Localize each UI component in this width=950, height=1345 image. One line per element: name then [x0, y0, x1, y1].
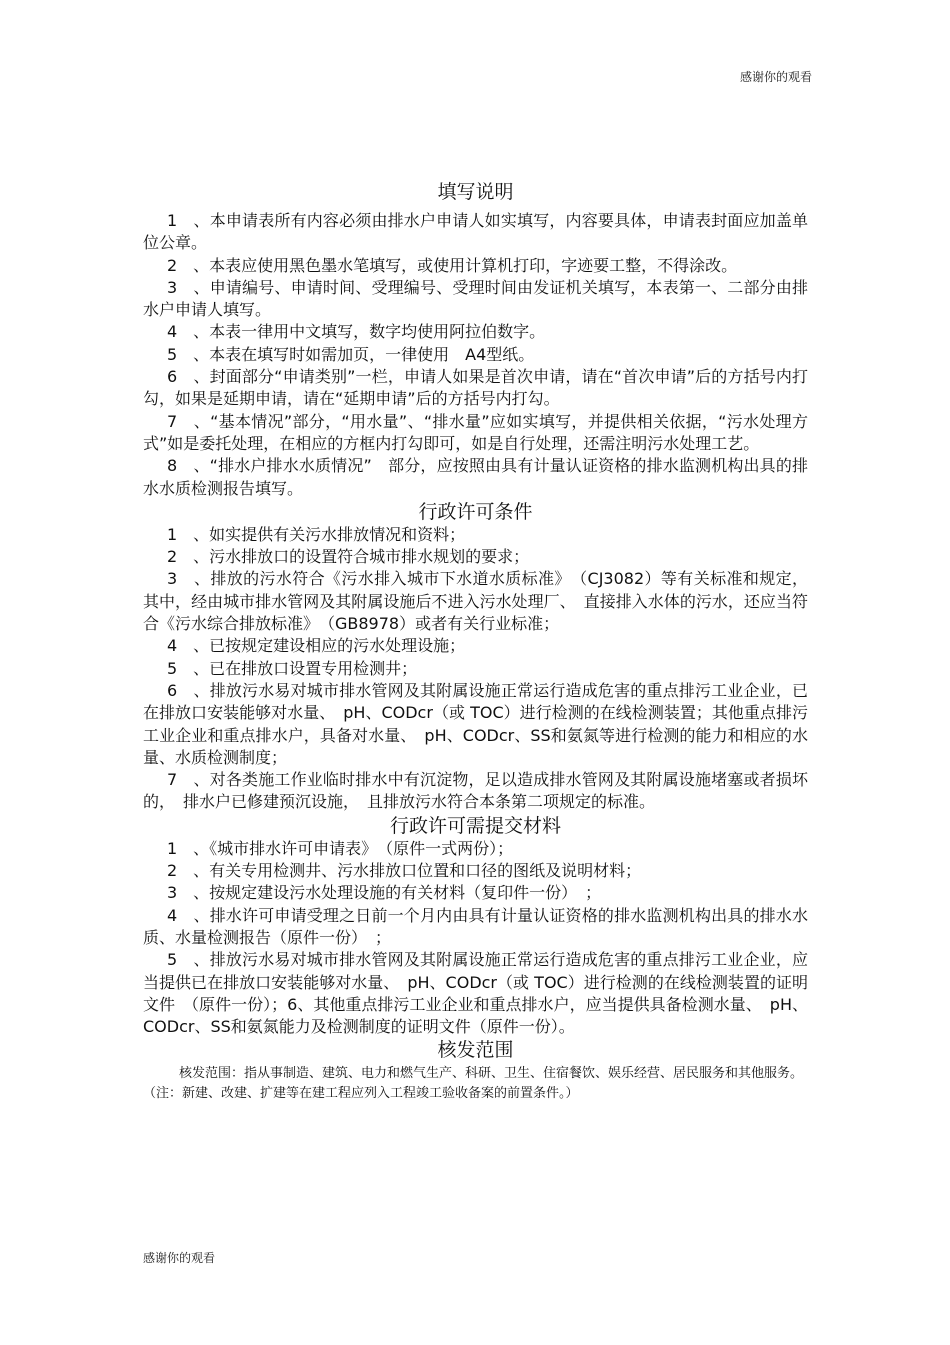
list-item: 2 、污水排放口的设置符合城市排水规划的要求； [167, 547, 530, 567]
section-title: 核发范围 [437, 1039, 514, 1062]
section-title: 行政许可需提交材料 [389, 814, 561, 837]
list-item: 1 、如实提供有关污水排放情况和资料； [167, 524, 466, 544]
list-item: 7 、“基本情况”部分，“用水量”、“排水量”应如实填写，并提供相关依据，“污水处理方式”如是委托处理，在相应的方框内打勾即可，如是自行处理，还需注明污水处理工艺。 [143, 411, 808, 453]
section-issuance-scope [143, 1038, 808, 1104]
list-item: 3 、按规定建设污水处理设施的有关材料（复印件一份） ； [167, 883, 602, 903]
list-item: 1 、本申请表所有内容必须由排水户申请人如实填写，内容要具体，申请表封面应加盖单位公章。 [143, 211, 808, 253]
list-item: 4 、已按规定建设相应的污水处理设施； [167, 636, 466, 656]
list-item: 6 、封面部分“申请类别”一栏，申请人如果是首次申请，请在“首次申请”后的方括号内打勾，如果是延期申请，请在“延期申请”后的方括号内打勾。 [143, 367, 808, 409]
list-item: 8 、“排水户排水水质情况” 部分，应按照由具有计量认证资格的排水监测机构出具的排水水质检测报告填写。 [143, 456, 808, 498]
section-license-conditions [143, 500, 808, 814]
list-item: 4 、本表一律用中文填写，数字均使用阿拉伯数字。 [167, 322, 546, 342]
list-item: 2 、本表应使用黑色墨水笔填写，或使用计算机打印，字迹要工整，不得涂改。 [167, 255, 738, 275]
section-fill-instructions [143, 180, 808, 500]
section-title: 行政许可条件 [418, 500, 533, 523]
list-item: 2 、有关专用检测井、污水排放口位置和口径的图纸及说明材料； [167, 861, 642, 881]
list-item: 6 、排放污水易对城市排水管网及其附属设施正常运行造成危害的重点排污工业企业，已在排放口安装能够对水量、 pH、CODcr（或 TOC）进行检测的在线检测装置；其他重点排污工业企业和重点排水户，具备对水量、 pH、CODcr、SS和氨氮等进行检测的能力和相应的水量、水质检测制度； [143, 680, 808, 767]
list-item: 7 、对各类施工作业临时排水中有沉淀物，足以造成排水管网及其附属设施堵塞或者损坏的， 排水户已修建预沉设施， 且排放污水符合本条第二项规定的标准。 [143, 770, 808, 812]
list-item: 5 、本表在填写时如需加页，一律使用 A4型纸。 [167, 344, 535, 364]
section-required-materials [143, 814, 808, 1039]
list-item: 3 、排放的污水符合《污水排入城市下水道水质标准》 （CJ3082）等有关标准和规定，其中，经由城市排水管网及其附属设施后不进入污水处理厂、 直接排入水体的污水，还应当符合《污水综合排放标准》 （GB8978）或者有关行业标准； [143, 569, 808, 634]
footer-note: 感谢你的观看 [143, 1251, 216, 1265]
list-item: 3 、申请编号、申请时间、受理编号、受理时间由发证机关填写，本表第一、二部分由排水户申请人填写。 [143, 277, 808, 320]
scope-text: 核发范围：指从事制造、建筑、电力和燃气生产、科研、卫生、住宿餐饮、娱乐经营、居民服务和其他服务。 （注：新建、改建、扩建等在建工程应列入工程竣工验收备案的前置条件。） [143, 1066, 810, 1102]
list-item: 4 、排水许可申请受理之日前一个月内由具有计量认证资格的排水监测机构出具的排水水质、水量检测报告（原件一份） ； [143, 905, 808, 947]
list-item: 1 、《城市排水许可申请表》 （原件一式两份）； [167, 838, 514, 858]
list-item: 5 、排放污水易对城市排水管网及其附属设施正常运行造成危害的重点排污工业企业，应当提供已在排放口安装能够对水量、 pH、CODcr（或 TOC）进行检测的在线检测装置的证明文件 （原件一份）；6、其他重点排污工业企业和重点排水户，应当提供具备检测水量、 pH、CODcr、SS和氨氮能力及检测制度的证明文件（原件一份）。 [143, 950, 808, 1037]
list-item: 5 、已在排放口设置专用检测井； [167, 658, 418, 678]
document-body [143, 180, 808, 1104]
section-title: 填写说明 [437, 181, 514, 203]
header-note: 感谢你的观看 [739, 70, 812, 84]
